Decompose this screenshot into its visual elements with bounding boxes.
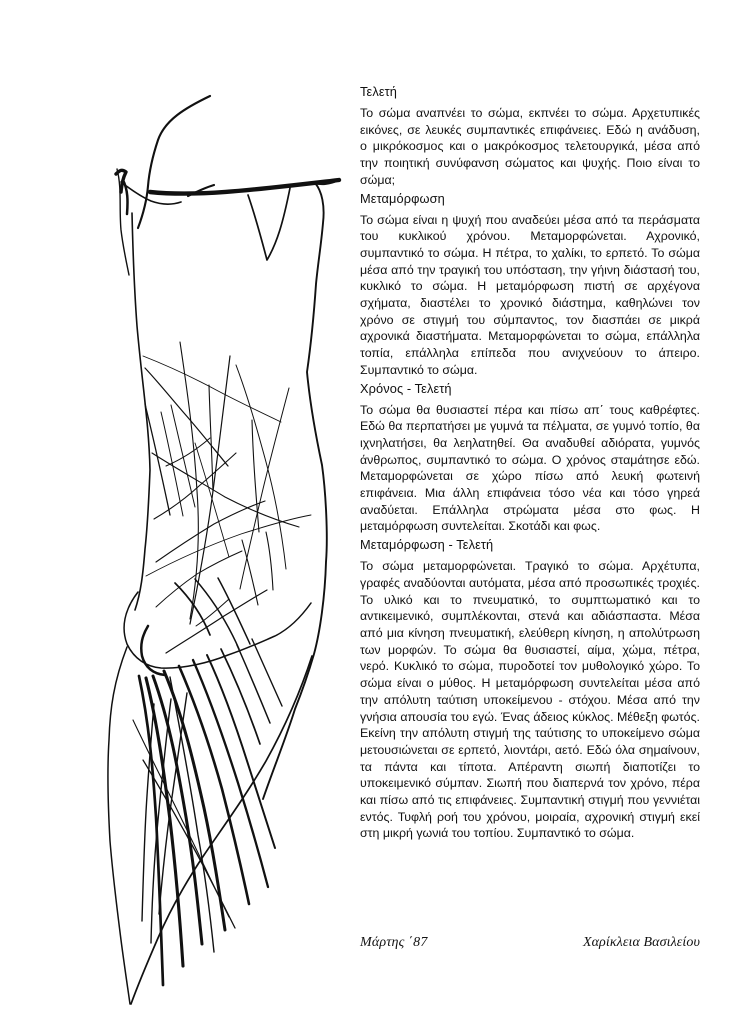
article-section-metamorfosi-teleti xyxy=(360,537,700,842)
article-section-teleti xyxy=(360,84,700,189)
section-paragraph: Το σώμα αναπνέει το σώμα, εκπνέει το σώμα. Αρχετυπικές εικόνες, σε λευκές συμπαντικές επιφάνειες. Εδώ η ανάδυση, ο μικρόκοσμος και ο μακρόκοσμος τελετουργικά, μέσα από την ποιητική συνύφανση σώματος και ψυχής. Ποιο είναι το σώμα; xyxy=(360,106,700,187)
section-title: Τελετή xyxy=(360,84,397,99)
section-title: Μεταμόρφωση xyxy=(360,190,445,206)
section-paragraph: Το σώμα είναι η ψυχή που αναδεύει μέσα από τα περάσματα του κυκλικού χρόνου. Μεταμορφώνεται. Αχρονικό, συμπαντικό το σώμα. Η πέτρα, το χαλίκι, το ερπετό. Το σώμα μέσα από την τραγική του υπόσταση, την γήινη διάστασή του, κυκλικό το σώμα. Η μεταμόρφωση πιστή σε αρχέγονα σχήματα, διαστέλει το χρονικό διάστημα, καθηλώνει τον χρόνο σε στιγμή του σύμπαντος, τον διασπάει σε μικρά αχρονικά διαστήματα. Μεταμορφώνεται το σώμα, επάλληλα τοπία, επάλληλα επίπεδα που ανιχνεύουν το άπειρο. Συμπαντικό το σώμα. xyxy=(360,212,700,377)
article-section-metamorfosi xyxy=(360,191,700,379)
article-text-column xyxy=(360,84,700,844)
section-title: Μεταμόρφωση - Τελετή xyxy=(360,537,494,553)
page-footer xyxy=(360,934,700,954)
section-paragraph: Το σώμα μεταμορφώνεται. Τραγικό το σώμα. Αρχέτυπα, γραφές αναδύονται αυτόματα, μέσα από προσωπικές τροχιές. Το υλικό και το πνευματικό, το συμπτωματικό και το αντικειμενικό, συμπλέκονται, στενά και αδιάσπαστα. Μέσα από μια κίνηση πνευματική, ελεύθερη κίνηση, η απολύτρωση των μορφών. Το σώμα θα θυσιαστεί, αίμα, χώμα, πέτρα, νερό. Κυκλικό το σώμα, πυροδοτεί τον μυθολογικό χώρο. Το σώμα είναι ο μύθος. Η μεταμόρφωση συντελείται μέσα από την απόλυτη ταύτιση υποκείμενου - στόχου. Μέσα από την γνήσια απουσία του εγώ. Ένας άδειος κύκλος. Μέθεξη φωτός. Εκείνη την απόλυτη στιγμή της ταύτισης το υποκείμενο σώμα μετουσιώνεται σε ερπετό, λιοντάρι, αετό. Εδώ όλα σημαίνουν, τα πάντα και τίποτα. Απέραντη σιωπή διαποτίζει το υποκειμενικό σύμπαν. Σιωπή που διαπερνά τον χρόνο, πέρα και πίσω από τις επιφάνειες. Συμπαντική στιγμή που γεννιέται εντός. Τυφλή ροή του χρόνου, μοιραία, αχρονική στιγμή εκεί στη μικρή γωνιά του τοπίου. Συμπαντικό το σώμα. xyxy=(360,559,700,841)
section-paragraph: Το σώμα θα θυσιαστεί πέρα και πίσω απ΄ τους καθρέφτες. Εδώ θα περπατήσει με γυμνά τα πέλματα, σε γυμνό τοπίο, θα ιχνηλατήσει, θα λεηλατηθεί. Θα αναδυθεί αδιόρατα, γυμνός άνθρωπος, συμπαντικό το σώμα. Ο χρόνος σταμάτησε εδώ. Μεταμορφώνεται σε χώρο πίσω από λευκή φωτεινή επιφάνεια. Μια άλλη επιφάνεια τόσο νέα και τόσο γηρεά αναδύεται. Επάλληλα στρώματα μέσα στο φως. Η μεταμόρφωση συντελείται. Σκοτάδι και φως. xyxy=(360,402,700,534)
footer-author: Χαρίκλεια Βασιλείου xyxy=(582,935,700,950)
section-title: Χρόνος - Τελετή xyxy=(360,380,452,396)
article-section-chronos-teleti xyxy=(360,381,700,536)
footer-date: Μάρτης ΄87 xyxy=(360,935,428,950)
